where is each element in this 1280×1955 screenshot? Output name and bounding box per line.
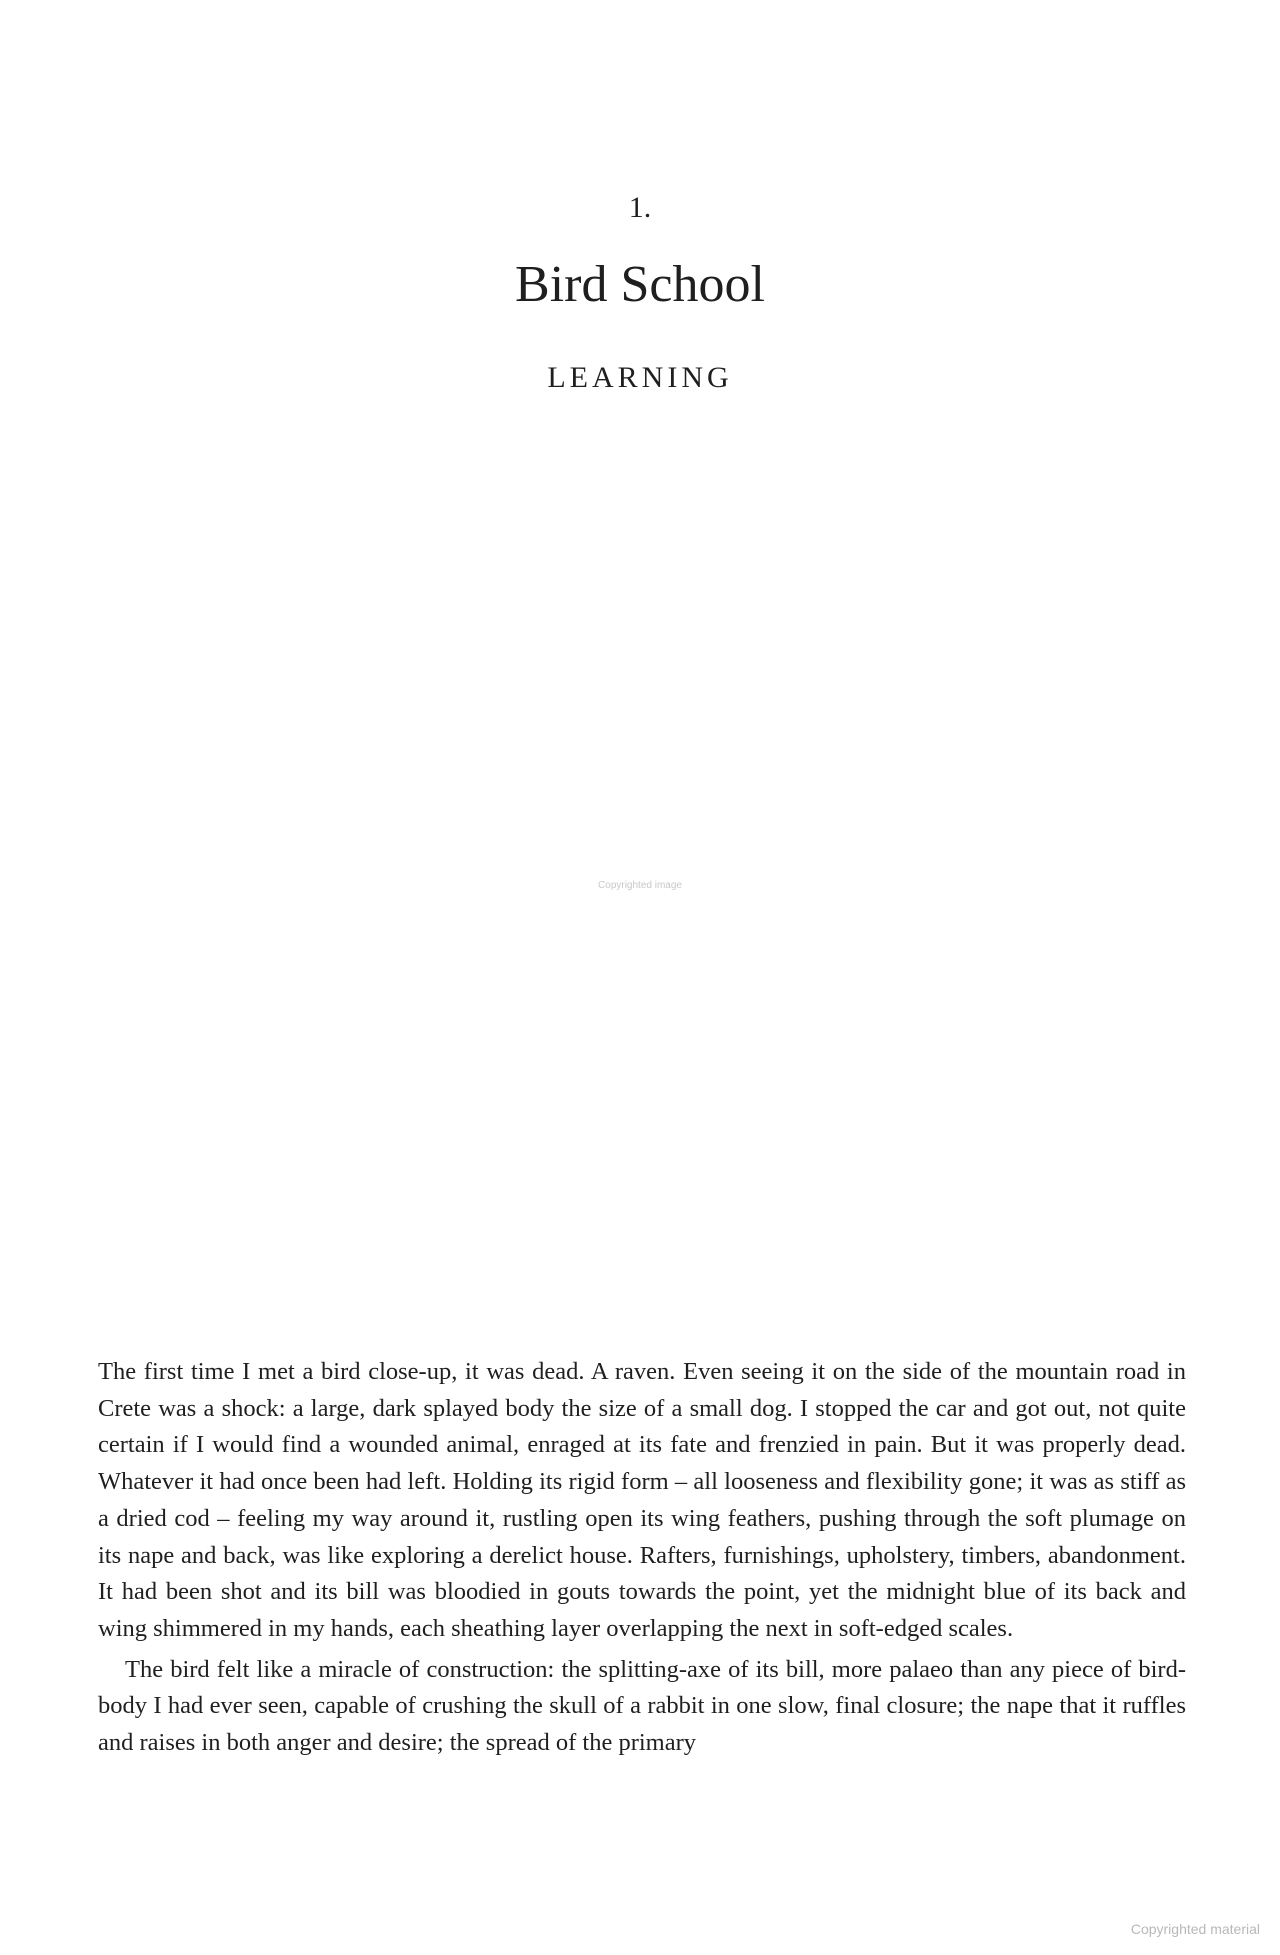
chapter-title: Bird School	[515, 256, 765, 313]
chapter-number: 1.	[628, 191, 652, 224]
copyrighted-image-placeholder: Copyrighted image	[598, 880, 682, 891]
body-text	[98, 1354, 1186, 1762]
copyright-footer: Copyrighted material	[1130, 1921, 1260, 1937]
paragraph-1: The first time I met a bird close-up, it was dead. A raven. Even seeing it on the side of the mountain road in Crete was a shock: a large, dark splayed body the size of a small dog. I stopped the car and got out, not quite certain if I would find a wounded animal, enraged at its fate and frenzied in pain. But it was properly dead. Whatever it had once been had left. Holding its rigid form – all looseness and flexibility gone; it was as stiff as a dried cod – feeling my way around it, rustling open its wing feathers, pushing through the soft plumage on its nape and back, was like exploring a derelict house. Rafters, furnishings, upholstery, timbers, abandonment. It had been shot and its bill was bloodied in gouts towards the point, yet the midnight blue of its back and wing shimmered in my hands, each sheathing layer overlapping the next in soft-edged scales.	[98, 1358, 1186, 1642]
paragraph-2: The bird felt like a miracle of construction: the splitting-axe of its bill, more palaeo than any piece of bird-body I had ever seen, capable of crushing the skull of a rabbit in one slow, final closure; the nape that it ruffles and raises in both anger and desire; the spread of the primary	[98, 1655, 1186, 1757]
chapter-subtitle: LEARNING	[547, 361, 733, 394]
